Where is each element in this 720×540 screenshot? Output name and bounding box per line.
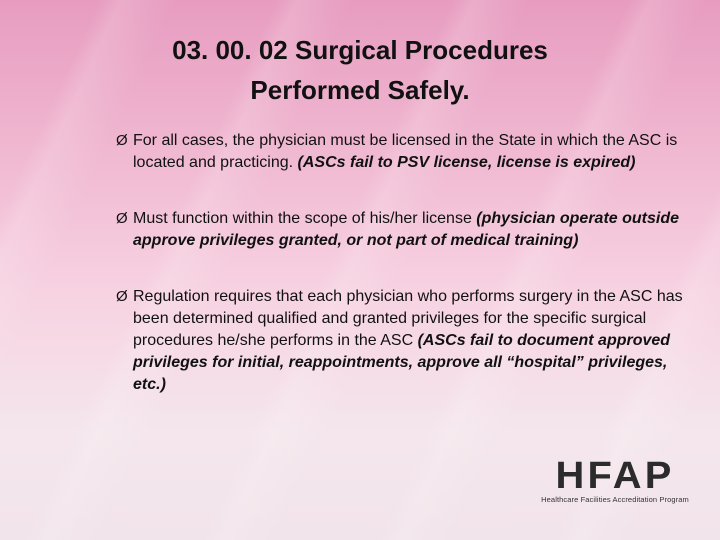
bullet-text: For all cases, the physician must be licensed in the State in which the ASC is located and practicing. — [133, 132, 678, 171]
slide-title — [0, 30, 720, 110]
hfap-logo-mark: HFAP — [555, 455, 675, 497]
bullet-emphasis: (physician operate outside approve privileges granted, or not part of medical training) — [133, 210, 680, 249]
arrow-bullet-icon: Ø — [116, 132, 128, 149]
bullet-emphasis: (ASCs fail to document approved privileges for initial, reappointments, approve all “hospital” privileges, etc.) — [133, 332, 671, 393]
bullet-list — [116, 130, 696, 430]
bullet-item — [116, 286, 696, 396]
slide-title-line-1: 03. 00. 02 Surgical Procedures — [172, 35, 548, 65]
bullet-text: Regulation requires that each physician who performs surgery in the ASC has been determined qualified and granted privileges for the specific surgical procedures he/she performs in the ASC — [133, 288, 683, 349]
arrow-bullet-icon: Ø — [116, 210, 128, 227]
hfap-logo — [530, 455, 700, 504]
arrow-bullet-icon: Ø — [116, 288, 128, 305]
bullet-item — [116, 208, 696, 252]
bullet-item — [116, 130, 696, 174]
bullet-text: Must function within the scope of his/her license — [133, 210, 477, 227]
hfap-logo-subtitle: Healthcare Facilities Accreditation Program — [541, 495, 689, 504]
slide-title-line-2: Performed Safely. — [250, 75, 470, 105]
bullet-emphasis: (ASCs fail to PSV license, license is expired) — [297, 154, 636, 171]
